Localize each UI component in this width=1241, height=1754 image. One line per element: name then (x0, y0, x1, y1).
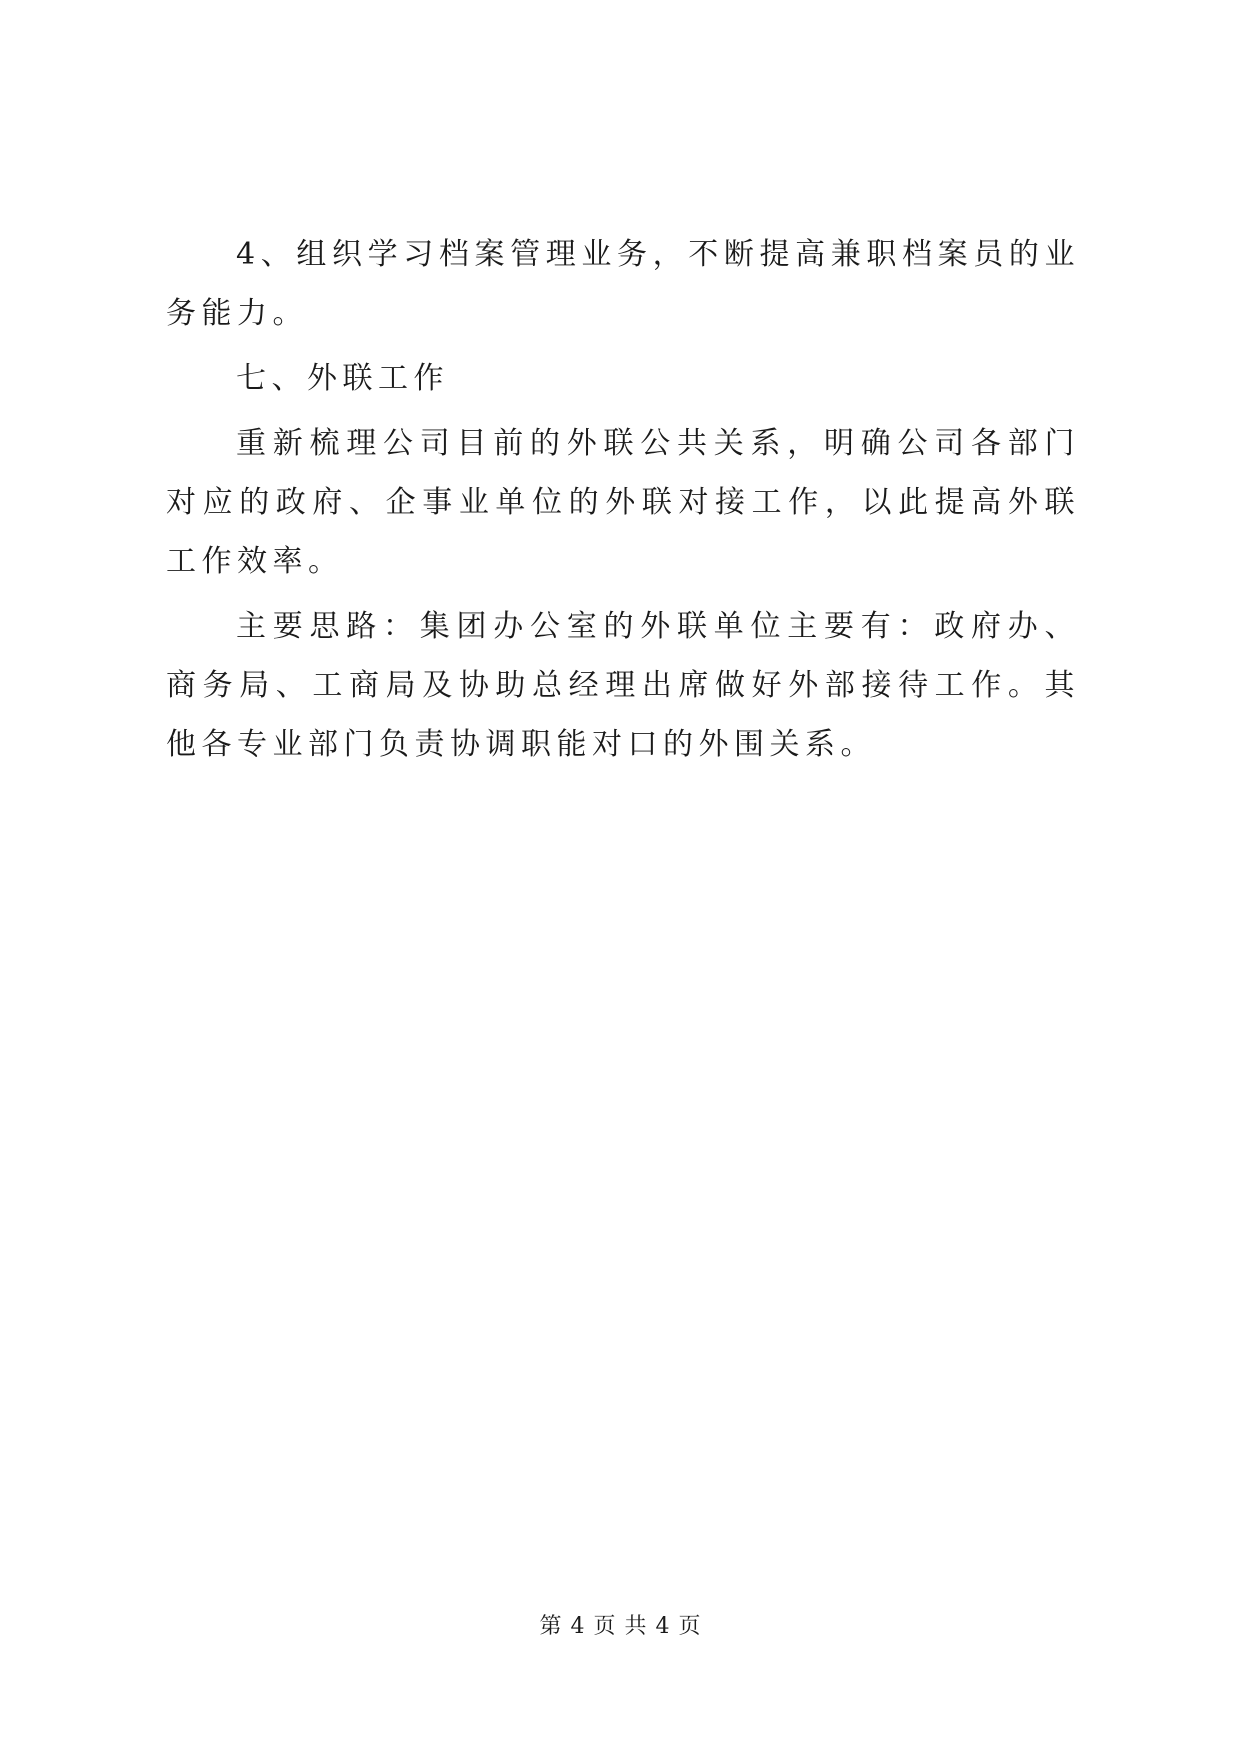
paragraph-archive-training: 4、组织学习档案管理业务，不断提高兼职档案员的业务能力。 (166, 237, 1080, 331)
paragraph-external-relations: 重新梳理公司目前的外联公共关系，明确公司各部门对应的政府、企事业单位的外联对接工作，以此提高外联工作效率。 (166, 426, 1080, 579)
section-heading-external-relations: 七、外联工作 (236, 361, 449, 396)
paragraph-main-ideas: 主要思路：集团办公室的外联单位主要有：政府办、商务局、工商局及协助总经理出席做好外部接待工作。其他各专业部门负责协调职能对口的外围关系。 (166, 609, 1080, 762)
page-footer: 第 4 页 共 4 页 (539, 1614, 702, 1639)
document-body (166, 225, 1080, 780)
